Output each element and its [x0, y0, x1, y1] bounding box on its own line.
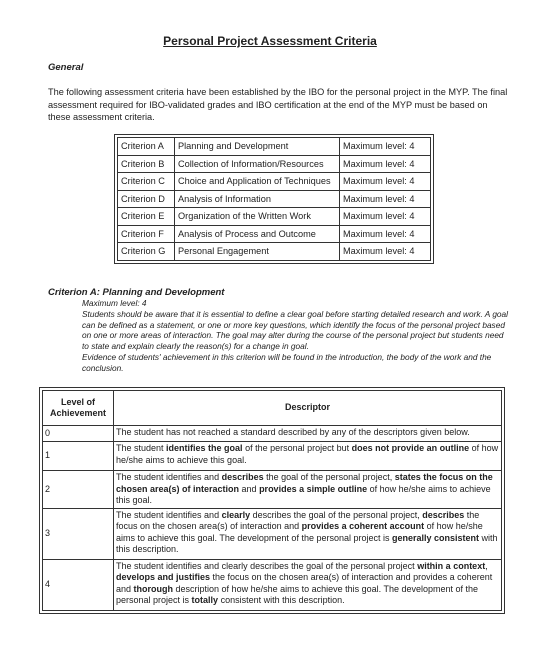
- descriptor-text: The student identifies and: [116, 472, 222, 482]
- descriptor-column-header: Descriptor: [114, 391, 502, 426]
- criterion-id-cell: Criterion F: [118, 225, 175, 243]
- descriptor-text: with this description.: [116, 532, 498, 554]
- descriptor-text: the goal of the personal project,: [263, 472, 395, 482]
- criterion-name-cell: Organization of the Written Work: [175, 208, 340, 226]
- descriptor-cell: [114, 471, 502, 509]
- criterion-id-cell: Criterion B: [118, 155, 175, 173]
- descriptor-text: consistent with this description.: [218, 595, 345, 605]
- descriptor-text: The student has not reached a standard described by any of the descriptors given below.: [116, 427, 470, 437]
- criteria-row: [118, 208, 431, 226]
- descriptor-cell: [114, 559, 502, 610]
- level-cell: 0: [43, 426, 114, 442]
- descriptor-emphasis: states the focus on the chosen area(s) of interaction: [116, 472, 493, 494]
- level-cell: 1: [43, 442, 114, 471]
- descriptor-emphasis: describes: [422, 509, 465, 520]
- level-cell: 4: [43, 559, 114, 610]
- criterion-max-cell: Maximum level: 4: [340, 138, 431, 156]
- general-heading: General: [48, 62, 84, 73]
- descriptor-emphasis: describes: [221, 472, 264, 482]
- criterion-max-cell: Maximum level: 4: [340, 173, 431, 191]
- criterion-a-heading: Criterion A: Planning and Development: [48, 287, 225, 298]
- descriptor-row: [43, 559, 502, 610]
- descriptor-text: The student: [116, 443, 167, 453]
- page-title: Personal Project Assessment Criteria: [163, 34, 377, 48]
- descriptor-emphasis: thorough: [133, 583, 174, 594]
- criteria-row: [118, 138, 431, 156]
- criterion-id-cell: Criterion D: [118, 190, 175, 208]
- descriptor-text: the focus on the chosen area(s) of interaction and: [116, 509, 480, 531]
- descriptor-emphasis: provides a coherent account: [301, 521, 425, 531]
- descriptor-emphasis: develops and justifies: [116, 572, 211, 582]
- criteria-row: [118, 190, 431, 208]
- descriptor-text: of how he/she aims to achieve this goal.: [116, 443, 499, 465]
- criterion-id-cell: Criterion E: [118, 208, 175, 226]
- descriptor-text: of how he/she aims to achieve this goal. The development of the personal project is: [116, 521, 483, 543]
- criterion-max-cell: Maximum level: 4: [340, 155, 431, 173]
- descriptor-text: the focus on the chosen area(s) of interaction and provides a coherent and: [116, 572, 493, 594]
- criterion-name-cell: Planning and Development: [175, 138, 340, 156]
- descriptor-row: [43, 442, 502, 471]
- criterion-a-paragraph: Students should be aware that it is essential to define a clear goal before starting detailed research and work. A goal can be defined as a statement, or one or more key questions, which identify the focus of the personal project based on one or more areas of interaction. The goal may alter during the course of the personal project but students need to state and explain clearly the reason(s) for a change in goal.: [82, 308, 509, 352]
- criterion-a-max-level: Maximum level: 4: [82, 298, 147, 308]
- descriptor-text: The student identifies and: [116, 509, 222, 520]
- criterion-id-cell: Criterion C: [118, 173, 175, 191]
- descriptor-text: ,: [485, 560, 488, 571]
- criterion-name-cell: Analysis of Information: [175, 190, 340, 208]
- criteria-row: [118, 225, 431, 243]
- criteria-row: [118, 243, 431, 261]
- criterion-name-cell: Personal Engagement: [175, 243, 340, 261]
- criteria-row: [118, 155, 431, 173]
- descriptor-text: The student identifies and clearly describes the goal of the personal project: [116, 560, 418, 571]
- criterion-max-cell: Maximum level: 4: [340, 190, 431, 208]
- criterion-max-cell: Maximum level: 4: [340, 208, 431, 226]
- criterion-max-cell: Maximum level: 4: [340, 243, 431, 261]
- descriptor-cell: [114, 508, 502, 559]
- criterion-name-cell: Analysis of Process and Outcome: [175, 225, 340, 243]
- level-cell: 3: [43, 508, 114, 559]
- descriptor-text: of how he/she aims to achieve this goal.: [116, 483, 491, 505]
- level-column-header: Level of Achievement: [43, 391, 114, 426]
- descriptor-text: description of how he/she aims to achieve this goal. The development of the personal project is: [116, 583, 479, 605]
- criteria-table: [117, 137, 431, 261]
- descriptor-emphasis: provides a simple outline: [259, 483, 368, 494]
- descriptor-table: [42, 390, 502, 611]
- descriptor-row: [43, 471, 502, 509]
- criteria-row: [118, 173, 431, 191]
- descriptor-emphasis: totally: [191, 595, 219, 605]
- level-cell: 2: [43, 471, 114, 509]
- descriptor-row: [43, 426, 502, 442]
- criterion-a-details: [82, 298, 512, 374]
- descriptor-row: [43, 508, 502, 559]
- descriptor-emphasis: does not provide an outline: [351, 443, 470, 453]
- criterion-name-cell: Collection of Information/Resources: [175, 155, 340, 173]
- descriptor-text: describes the goal of the personal project,: [250, 509, 423, 520]
- descriptor-emphasis: identifies the goal: [166, 443, 243, 453]
- criterion-id-cell: Criterion G: [118, 243, 175, 261]
- descriptor-emphasis: clearly: [221, 509, 251, 520]
- criterion-max-cell: Maximum level: 4: [340, 225, 431, 243]
- criterion-name-cell: Choice and Application of Techniques: [175, 173, 340, 191]
- criterion-a-evidence: Evidence of students' achievement in this criterion will be found in the introduction, the body of the work and the conclusion.: [82, 351, 492, 373]
- descriptor-text: and: [239, 483, 260, 494]
- criterion-id-cell: Criterion A: [118, 138, 175, 156]
- descriptor-emphasis: within a context: [417, 560, 486, 571]
- descriptor-cell: [114, 442, 502, 471]
- general-paragraph: The following assessment criteria have been established by the IBO for the personal project in the MYP. The final assessment required for IBO-validated grades and IBO certification at the end of the MYP must be based on these assessment criteria.: [48, 87, 508, 122]
- descriptor-cell: [114, 426, 502, 442]
- descriptor-emphasis: generally consistent: [392, 532, 480, 543]
- descriptor-text: of the personal project but: [242, 443, 352, 453]
